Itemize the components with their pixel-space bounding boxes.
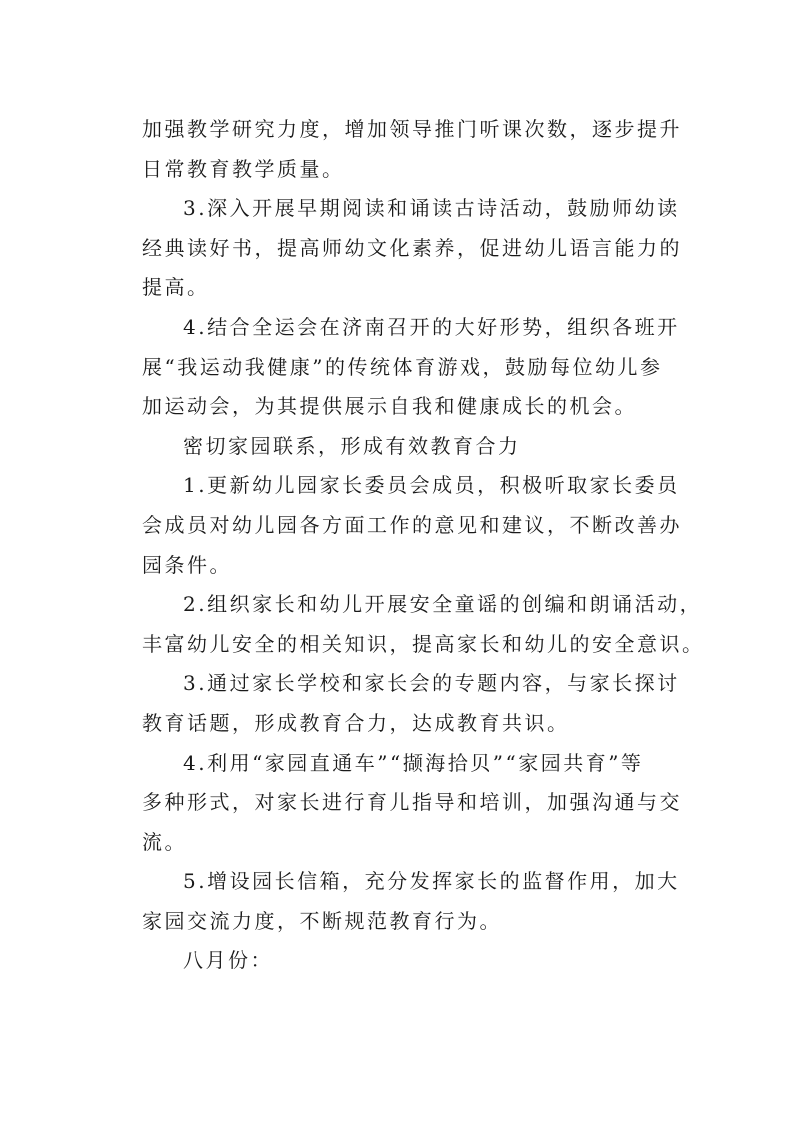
- text-line: 4.结合全运会在济南召开的大好形势，组织各班开: [183, 314, 680, 339]
- text-line: 丰富幼儿安全的相关知识，提高家长和幼儿的安全意识。: [142, 631, 705, 656]
- text-line: 多种形式，对家长进行育儿指导和培训，加强沟通与交: [142, 790, 682, 815]
- text-line: 加运动会，为其提供展示自我和健康成长的机会。: [142, 394, 637, 419]
- text-line: 教育话题，形成教育合力，达成教育共识。: [142, 710, 570, 735]
- text-line: 5.增设园长信箱，充分发挥家长的监督作用，加大: [183, 869, 680, 894]
- text-line: 3.通过家长学校和家长会的专题内容，与家长探讨: [183, 671, 680, 696]
- text-line: 提高。: [142, 275, 210, 300]
- text-line: 流。: [142, 829, 187, 854]
- section-heading: 密切家园联系，形成有效教育合力: [183, 433, 521, 458]
- document-body: [142, 110, 705, 981]
- text-line: 1.更新幼儿园家长委员会成员，积极听取家长委员: [183, 473, 680, 498]
- text-line: 展“我运动我健康”的传统体育游戏，鼓励每位幼儿参: [142, 354, 663, 379]
- text-line: 日常教育教学质量。: [142, 156, 345, 181]
- text-line: 家园交流力度，不断规范教育行为。: [142, 908, 502, 933]
- text-line: 园条件。: [142, 552, 232, 577]
- text-line: 4.利用“家园直通车”“撷海拾贝”“家园共育”等: [183, 750, 644, 775]
- text-line: 加强教学研究力度，增加领导推门听课次数，逐步提升: [142, 117, 682, 141]
- text-line: 2.组织家长和幼儿开展安全童谣的创编和朗诵活动，: [183, 592, 703, 617]
- text-line: 经典读好书，提高师幼文化素养，促进幼儿语言能力的: [142, 235, 682, 260]
- month-heading: 八月份：: [183, 948, 273, 973]
- text-line: 3.深入开展早期阅读和诵读古诗活动，鼓励师幼读: [183, 196, 680, 221]
- text-line: 会成员对幼儿园各方面工作的意见和建议，不断改善办: [142, 512, 682, 537]
